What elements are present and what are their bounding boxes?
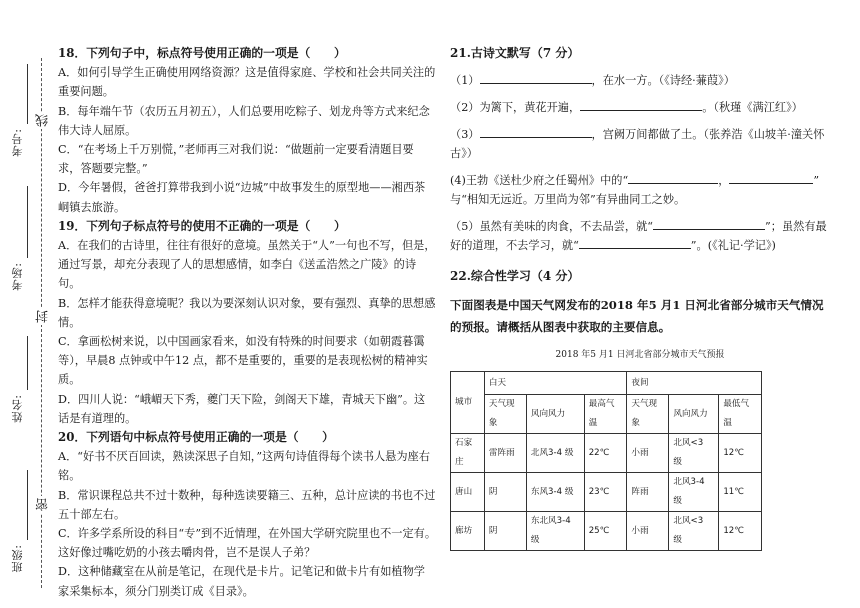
night-header: 夜间: [627, 372, 762, 395]
q19-title: 19．下列句子标点符号的使用不正确的一项是（ ）: [58, 218, 346, 233]
table-cell: 东风3-4 级: [526, 473, 584, 512]
weather-table: [450, 371, 762, 551]
class-label: 班级:: [11, 544, 24, 573]
table-cell: 阴: [484, 473, 526, 512]
table-cell: 阴: [484, 512, 526, 551]
q21-l4-before: (4)王勃《送杜少府之任蜀州》中的“: [450, 174, 629, 187]
seal-char-mi: 密: [36, 498, 51, 511]
table-subheader-row: [451, 395, 762, 434]
left-column: [58, 44, 436, 601]
right-column: [450, 44, 830, 551]
table-cell: 12℃: [719, 434, 762, 473]
class-line: [27, 470, 28, 540]
table-cell: 石家庄: [451, 434, 485, 473]
q19-option-c: C．拿画松树来说，以中国画家看来，如没有特殊的时间要求（如朝霞暮霭等），早晨8 点钟或中午12 点，都不是重要的，重要的是表现松树的精神实质。: [58, 335, 428, 387]
subheader-cell: 风向风力: [526, 395, 584, 434]
table-row: [451, 473, 762, 512]
q22-intro: 下面图表是中国天气网发布的2018 年5 月1 日河北省部分城市天气情况的预报。请概括从图表中获取的主要信息。: [450, 298, 824, 334]
table-cell: 阵雨: [627, 473, 669, 512]
table-cell: 雷阵雨: [484, 434, 526, 473]
q21-line-5: [450, 217, 830, 255]
exam-room-label: 考场:: [11, 262, 24, 291]
exam-number-line: [27, 64, 28, 124]
q20-option-c: C．许多学系所设的科目“专”到不近情理，在外国大学研究院里也不一定有。这好像过嘴吃奶的小孩去嚼肉骨，岂不是误人子弟？: [58, 527, 437, 560]
q18-title: 18．下列句子中，标点符号使用正确的一项是（ ）: [58, 46, 346, 60]
q21-line-3: [450, 125, 830, 163]
q21-l4-mid: ，: [718, 174, 730, 187]
table-cell: 23℃: [584, 473, 627, 512]
table-cell: 25℃: [584, 512, 627, 551]
q21-blank-3[interactable]: [480, 125, 592, 138]
subheader-cell: 风向风力: [669, 395, 719, 434]
q21-line-4: [450, 171, 830, 190]
subheader-cell: 天气现象: [627, 395, 669, 434]
table-cell: 北风<3 级: [669, 434, 719, 473]
exam-number-label: 考号:: [11, 128, 24, 157]
q19-option-a: A．在我们的古诗里，往往有很好的意境。虽然关于“人”一句也不写，但是，通过写景，却充分表现了人的思想感情，如李白《送孟浩然之广陵》的诗句。: [58, 239, 436, 291]
table-cell: 11℃: [719, 473, 762, 512]
table-cell: 北风3-4 级: [669, 473, 719, 512]
q18-option-b: B．每年端午节（农历五月初五），人们总要用吃粽子、划龙舟等方式来纪念伟大诗人屈原。: [58, 104, 430, 137]
day-header: 白天: [484, 372, 627, 395]
q20-title: 20．下列语句中标点符号使用正确的一项是（ ）: [58, 430, 334, 445]
q21-l4-end: ”: [813, 174, 820, 187]
weather-table-caption: 2018 年5 月1 日河北省部分城市天气预报: [555, 350, 725, 360]
seal-char-feng: 封: [36, 310, 51, 323]
q22-title: 22.综合性学习（4 分）: [450, 269, 580, 283]
q21-blank-1[interactable]: [480, 71, 592, 84]
q18-option-a: A．如何引导学生正确使用网络资源？这是值得家庭、学校和社会共同关注的重要问题。: [58, 66, 436, 99]
q21-l3-after: ，宫阙万间都做了土。（张养浩《山坡羊·潼关怀古》）: [450, 128, 825, 160]
table-row: [451, 434, 762, 473]
q21-blank-5a[interactable]: [653, 217, 765, 230]
q21-line-2: [450, 98, 830, 117]
table-cell: 小雨: [627, 512, 669, 551]
q18-option-d: D．今年暑假，爸爸打算带我到小说“边城”中故事发生的原型地——湘西茶峒镇去旅游。: [58, 181, 426, 214]
table-header-row: [451, 372, 762, 395]
subheader-cell: 最高气温: [584, 395, 627, 434]
q21-l5-mid: ”；虽然有最好的道理，不去学习，就“: [450, 220, 827, 252]
binding-margin: [0, 0, 52, 608]
q21-title: 21.古诗文默写（7 分）: [450, 46, 580, 60]
q21-blank-5b[interactable]: [579, 236, 691, 249]
q21-blank-4b[interactable]: [729, 171, 813, 184]
q21-blank-2[interactable]: [580, 98, 702, 111]
q19-option-b: B．怎样才能获得意境呢？我以为要深刻认识对象，要有强烈、真挚的思想感情。: [58, 296, 436, 329]
q21-line-1: [450, 71, 830, 90]
seal-char-xian: 线: [36, 114, 51, 127]
q21-blank-4a[interactable]: [628, 171, 718, 184]
table-cell: 东北风3-4 级: [526, 512, 584, 551]
name-line: [27, 336, 28, 390]
table-cell: 廊坊: [451, 512, 485, 551]
table-cell: 北风<3 级: [669, 512, 719, 551]
table-cell: 唐山: [451, 473, 485, 512]
subheader-cell: 最低气温: [719, 395, 762, 434]
q20-option-d: D．这种储藏室在从前是笔记，在现代是卡片。记笔记和做卡片有如植物学家采集标本，须分门别类订成《目录》。: [58, 565, 425, 598]
exam-room-line: [27, 186, 28, 258]
table-cell: 22℃: [584, 434, 627, 473]
q21-l1-num: （1）: [450, 74, 480, 87]
q21-l3-num: （3）: [450, 128, 480, 141]
q21-l5-end: ”。(《礼记·学记》): [690, 239, 776, 252]
q20-option-a: A．“好书不厌百回读，熟读深思子自知，”这两句诗值得每个读书人悬为座右铭。: [58, 450, 430, 483]
q18-option-c: C．“在考场上千万别慌，”老师再三对我们说：“做题前一定要看清题目要求，答题要完整。”: [58, 143, 414, 176]
q21-l2-after: 。（秋瑾《满江红》）: [702, 101, 803, 114]
table-row: [451, 512, 762, 551]
subheader-cell: 天气现象: [484, 395, 526, 434]
table-cell: 北风3-4 级: [526, 434, 584, 473]
table-cell: 小雨: [627, 434, 669, 473]
q21-l2-before: （2）为篱下，黄花开遍，: [450, 101, 581, 114]
q21-l5-before: （5）虽然有美味的肉食，不去品尝，就“: [450, 220, 654, 233]
q19-option-d: D．四川人说：“峨嵋天下秀，夔门天下险，剑阁天下雄，青城天下幽”。这话是有道理的。: [58, 392, 426, 425]
q21-l1-after: ，在水一方。（《诗经·蒹葭》）: [591, 74, 735, 87]
table-cell: 12℃: [719, 512, 762, 551]
city-header: 城市: [451, 372, 485, 434]
name-label: 姓名:: [11, 394, 24, 423]
q20-option-b: B．常识课程总共不过十数种，每种选读要籍三、五种，总计应读的书也不过五十部左右。: [58, 488, 436, 521]
q21-l4-line2: 与“相知无远近。万里尚为邻”有异曲同工之妙。: [450, 193, 686, 206]
